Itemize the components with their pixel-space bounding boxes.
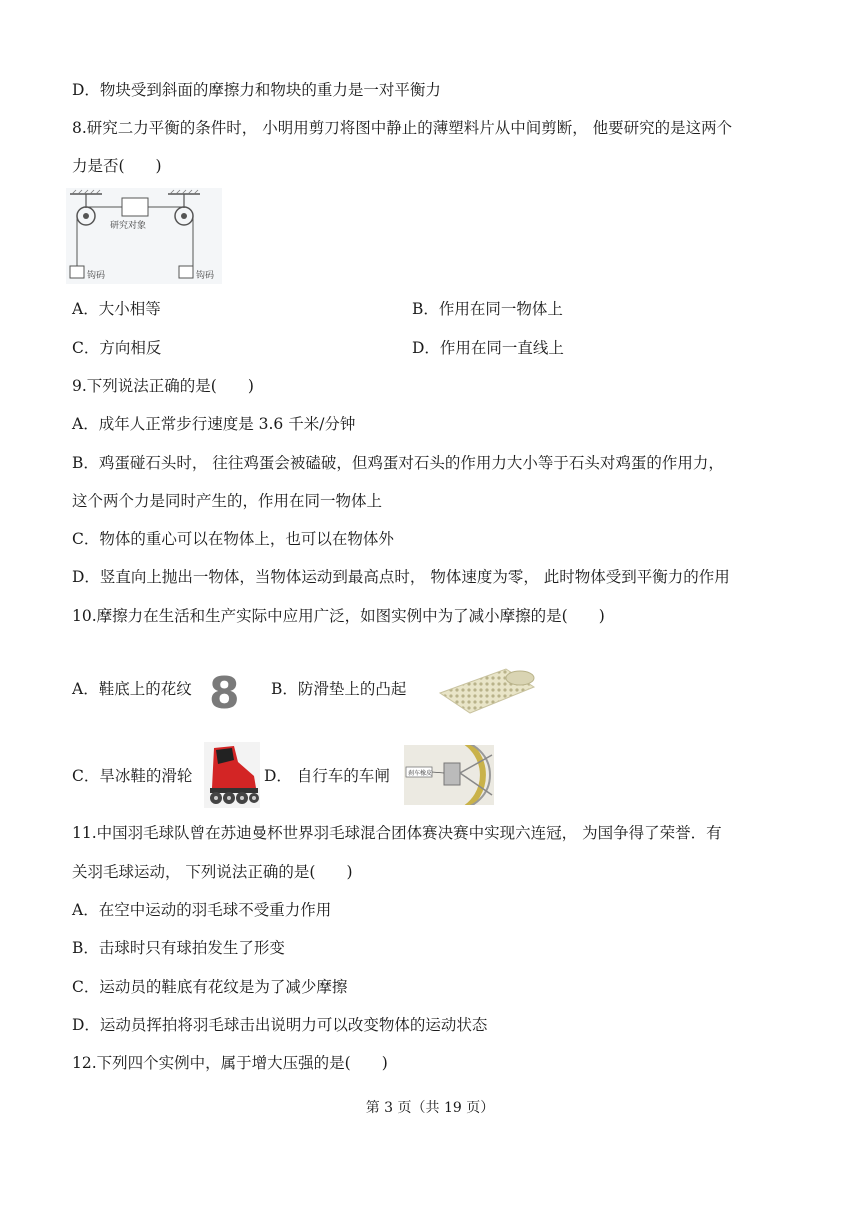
q11-option-a: A．在空中运动的羽毛球不受重力作用 — [72, 901, 332, 919]
q9-option-b-line1: B．鸡蛋碰石头时， 往往鸡蛋会被磕破，但鸡蛋对石头的作用力大小等于石头对鸡蛋的作用力， — [72, 454, 724, 472]
q8-stem-line1: 8.研究二力平衡的条件时， 小明用剪刀将图中静止的薄塑料片从中间剪断， 他要研究的是这两个 — [72, 119, 733, 137]
q10-option-b: B．防滑垫上的凸起 — [271, 680, 407, 698]
q10-option-d: D． 自行车的车闸 — [264, 767, 390, 785]
q7-option-d: D．物块受到斜面的摩擦力和物块的重力是一对平衡力 — [72, 81, 441, 99]
q10-stem: 10.摩擦力在生活和生产实际中应用广泛，如图实例中为了减小摩擦的是( ) — [72, 607, 605, 625]
q11-option-d: D．运动员挥拍将羽毛球击出说明力可以改变物体的运动状态 — [72, 1016, 488, 1034]
q8-option-c: C．方向相反 — [72, 339, 162, 357]
q9-option-b-line2: 这个两个力是同时产生的，作用在同一物体上 — [72, 492, 383, 510]
page-footer: 第 3 页（共 19 页） — [365, 1100, 495, 1116]
research-object-label: 研究对象 — [110, 221, 147, 231]
weight-label-right: 钩码 — [196, 271, 215, 281]
q11-stem-line1: 11.中国羽毛球队曾在苏迪曼杯世界羽毛球混合团体赛决赛中实现六连冠， 为国争得了荣誉．有 — [72, 824, 722, 842]
q8-option-d: D．作用在同一直线上 — [412, 339, 564, 357]
two-force-balance-figure — [66, 188, 222, 284]
q8-stem-line2: 力是否( ) — [72, 157, 162, 175]
broken-image-digit: 8 — [209, 668, 240, 719]
bicycle-brake-image — [404, 745, 494, 805]
q8-option-b: B．作用在同一物体上 — [412, 300, 563, 318]
q10-option-c: C．旱冰鞋的滑轮 — [72, 767, 193, 785]
q9-option-c: C．物体的重心可以在物体上，也可以在物体外 — [72, 530, 394, 548]
q10-option-a: A．鞋底上的花纹 — [72, 680, 192, 698]
q12-stem: 12.下列四个实例中，属于增大压强的是( ) — [72, 1054, 388, 1072]
q9-option-a: A．成年人正常步行速度是 3.6 千米/分钟 — [72, 415, 356, 433]
anti-slip-mat-image — [436, 663, 536, 717]
q9-stem: 9.下列说法正确的是( ) — [72, 377, 254, 395]
q11-option-b: B．击球时只有球拍发生了形变 — [72, 939, 285, 957]
q11-stem-line2: 关羽毛球运动， 下列说法正确的是( ) — [72, 863, 353, 881]
roller-skate-image — [204, 742, 260, 808]
brake-rubber-label: 刹车橡皮 — [408, 770, 433, 777]
q9-option-d: D．竖直向上抛出一物体，当物体运动到最高点时， 物体速度为零， 此时物体受到平衡力的作用 — [72, 568, 730, 586]
q8-option-a: A．大小相等 — [72, 300, 161, 318]
weight-label-left: 钩码 — [87, 271, 106, 281]
q11-option-c: C．运动员的鞋底有花纹是为了减少摩擦 — [72, 978, 348, 996]
